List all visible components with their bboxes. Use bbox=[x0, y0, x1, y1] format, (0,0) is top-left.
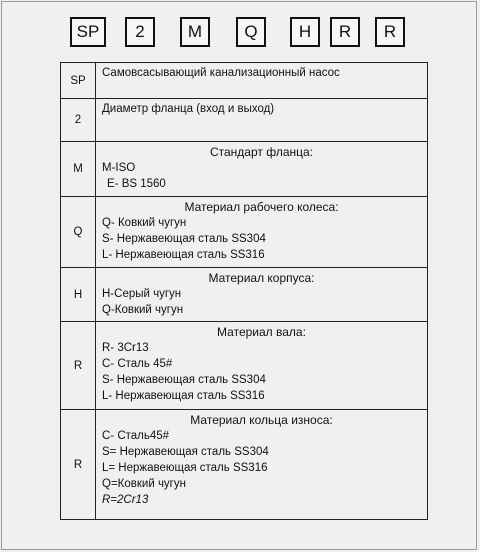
code-box-m: M bbox=[180, 17, 210, 47]
row-description bbox=[96, 197, 428, 268]
description-line: Самовсасывающий канализационный насос bbox=[102, 67, 340, 79]
option-line: S= Нержавеющая сталь SS304 bbox=[102, 446, 269, 458]
option-line: R- 3Cr13 bbox=[102, 342, 149, 354]
option-line: E- BS 1560 bbox=[107, 178, 166, 190]
code-box-2: 2 bbox=[125, 17, 155, 47]
row-title: Материал вала: bbox=[217, 325, 306, 339]
code-box-sp: SP bbox=[70, 17, 106, 47]
option-line: M-ISO bbox=[102, 162, 136, 174]
option-line: Q-Ковкий чугун bbox=[102, 304, 184, 316]
row-title: Материал рабочего колеса: bbox=[184, 200, 339, 214]
table-row bbox=[61, 322, 428, 410]
row-code: Q bbox=[61, 197, 96, 268]
row-description bbox=[96, 410, 428, 520]
row-code: R bbox=[61, 322, 96, 410]
table-row bbox=[61, 63, 428, 99]
row-code: H bbox=[61, 268, 96, 322]
option-line: L- Нержавеющая сталь SS316 bbox=[102, 390, 265, 402]
table-row bbox=[61, 410, 428, 520]
table-row bbox=[61, 268, 428, 322]
option-line: H-Серый чугун bbox=[102, 288, 182, 300]
row-title: Стандарт фланца: bbox=[209, 145, 314, 159]
code-box-h: H bbox=[290, 17, 320, 47]
option-line: R=2Cr13 bbox=[102, 494, 149, 506]
option-line: L= Нержавеющая сталь SS316 bbox=[102, 462, 268, 474]
code-box-r1: R bbox=[330, 17, 360, 47]
spec-table bbox=[60, 62, 428, 520]
row-description bbox=[96, 322, 428, 410]
table-row bbox=[61, 142, 428, 197]
option-line: Q- Ковкий чугун bbox=[102, 217, 187, 229]
row-description bbox=[96, 63, 428, 99]
table-row bbox=[61, 197, 428, 268]
row-description bbox=[96, 268, 428, 322]
row-code: 2 bbox=[61, 99, 96, 142]
row-description bbox=[96, 142, 428, 197]
figure-frame bbox=[1, 1, 477, 550]
row-title: Материал корпуса: bbox=[208, 271, 315, 285]
table-row bbox=[61, 99, 428, 142]
code-box-r2: R bbox=[375, 17, 405, 47]
row-code: SP bbox=[61, 63, 96, 99]
option-line: C- Сталь 45# bbox=[102, 358, 173, 370]
code-box-q: Q bbox=[236, 17, 266, 47]
option-line: S- Нержавеющая сталь SS304 bbox=[102, 233, 266, 245]
option-line: S- Нержавеющая сталь SS304 bbox=[102, 374, 266, 386]
option-line: Q=Ковкий чугун bbox=[102, 478, 186, 490]
option-line: L- Нержавеющая сталь SS316 bbox=[102, 249, 265, 261]
row-title: Материал кольца износа: bbox=[190, 413, 333, 427]
row-description bbox=[96, 99, 428, 142]
row-code: M bbox=[61, 142, 96, 197]
row-code: R bbox=[61, 410, 96, 520]
description-line: Диаметр фланца (вход и выход) bbox=[102, 103, 275, 115]
option-line: C- Сталь45# bbox=[102, 430, 170, 442]
